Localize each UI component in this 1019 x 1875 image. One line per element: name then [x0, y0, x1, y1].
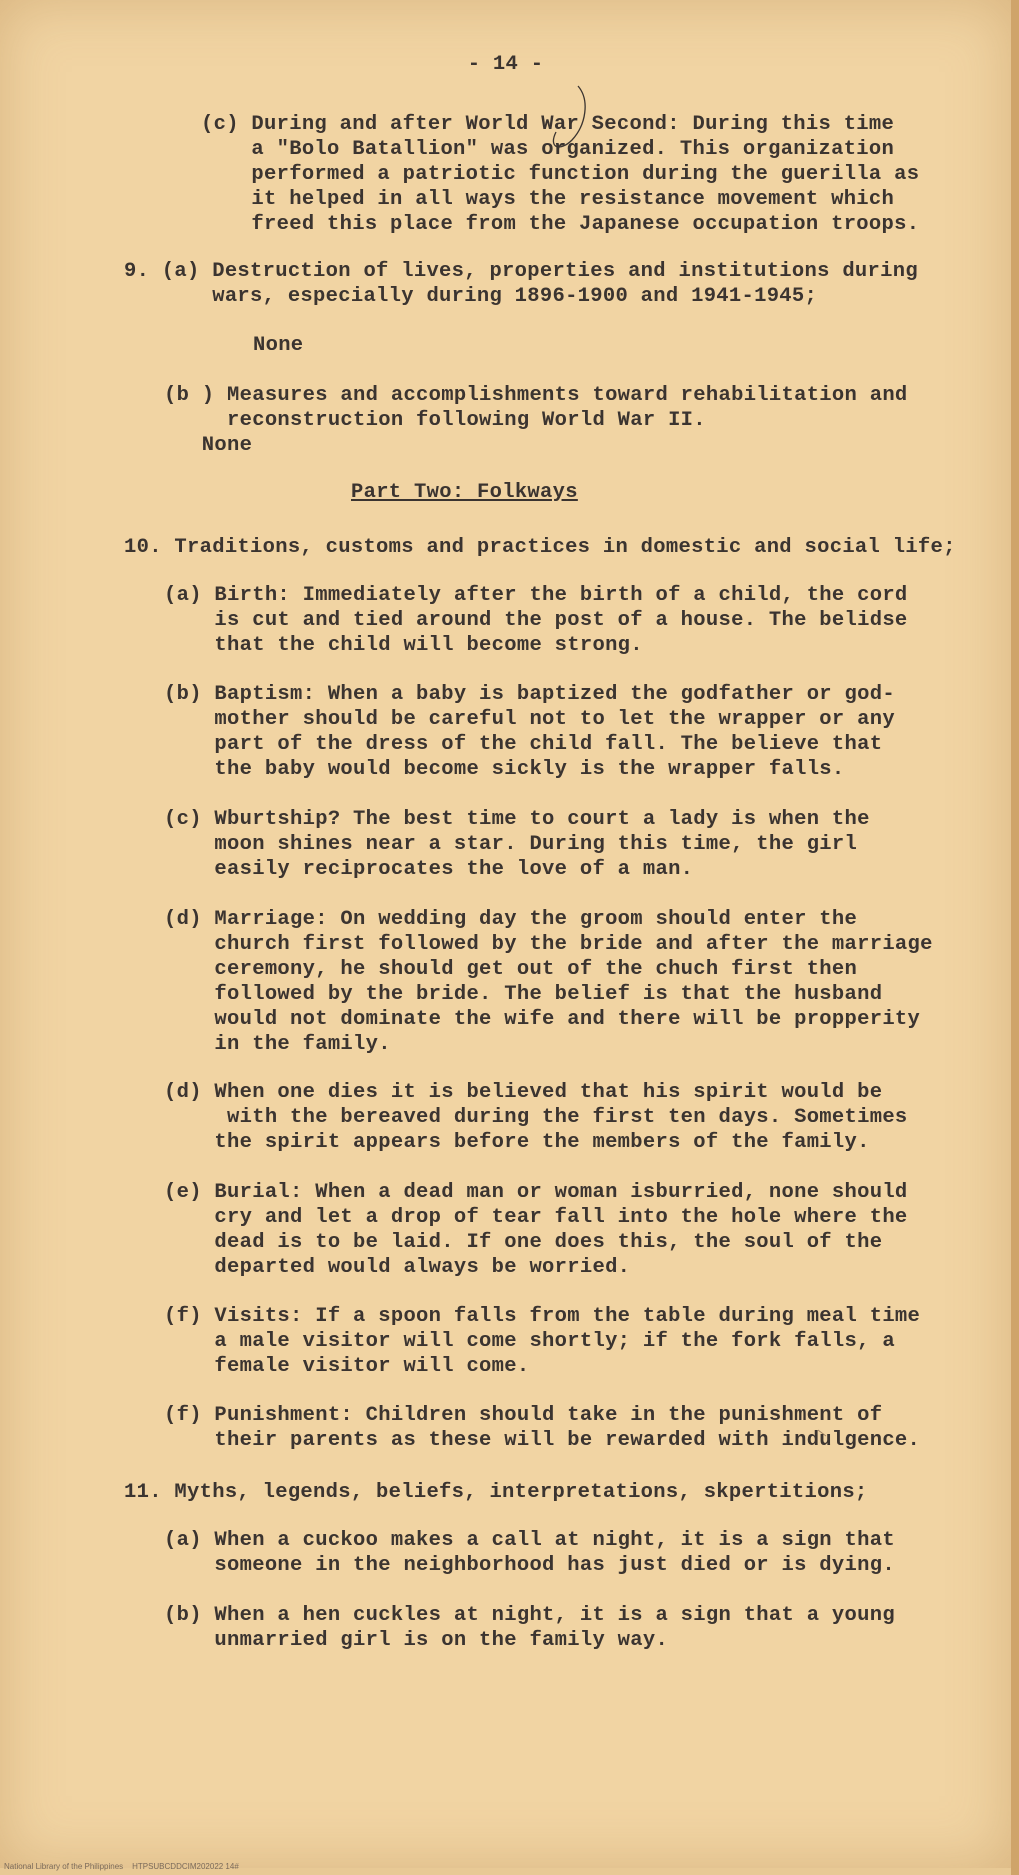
item-10f-punishment: (f) Punishment: Children should take in the punishment of their parents as these will be rewarded with indulgence.	[164, 1404, 921, 1452]
item-11a-cuckoo: (a) When a cuckoo makes a call at night, it is a sign that someone in the neighborhood has just died or is dying.	[164, 1529, 895, 1577]
item-10c-courtship: (c) Wburtship? The best time to court a lady is when the moon shines near a star. During this time, the girl easily reciprocates the love of a man.	[164, 808, 870, 881]
paper-edge	[1011, 0, 1019, 1875]
item-10d-death: (d) When one dies it is believed that his spirit would be with the bereaved during the first ten days. Sometimes the spirit appears before the members of the family.	[164, 1081, 908, 1154]
item-10-traditions: 10. Traditions, customs and practices in domestic and social life;	[124, 536, 956, 559]
item-11-myths: 11. Myths, legends, beliefs, interpretations, skpertitions;	[124, 1481, 868, 1504]
part-two-heading: Part Two: Folkways	[351, 481, 578, 504]
item-10e-burial: (e) Burial: When a dead man or woman isburried, none should cry and let a drop of tear fall into the hole where the dead is to be laid. If one does this, the soul of the departed would always be worried.	[164, 1181, 908, 1279]
item-11b-hen: (b) When a hen cuckles at night, it is a sign that a young unmarried girl is on the family way.	[164, 1604, 895, 1652]
item-10a-birth: (a) Birth: Immediately after the birth of a child, the cord is cut and tied around the post of a house. The belidse that the child will become strong.	[164, 584, 908, 657]
archive-footer: National Library of the Philippines HTPSUBCDDCIM202022 14#	[4, 1862, 239, 1871]
item-10d-marriage: (d) Marriage: On wedding day the groom should enter the church first followed by the bride and after the marriage ceremony, he should get out of the chuch first then followed by the bride. The belief is that the husband would not dominate the wife and there will be propperity in the family.	[164, 908, 933, 1056]
item-9b-measures: (b ) Measures and accomplishments toward rehabilitation and reconstruction following World War II. None	[164, 384, 908, 457]
none-text-1: None	[253, 334, 304, 357]
page-number: - 14 -	[467, 53, 544, 76]
item-c-world-war: (c) During and after World War Second: During this time a "Bolo Batallion" was organized. This organization performed a patriotic function during the guerilla as it helped in all ways the resistance movement which freed this place from the Japanese occupation troops.	[201, 113, 920, 236]
item-9a-destruction: 9. (a) Destruction of lives, properties and institutions during wars, especially during 1896-1900 and 1941-1945;	[124, 260, 918, 308]
item-10f-visits: (f) Visits: If a spoon falls from the table during meal time a male visitor will come shortly; if the fork falls, a female visitor will come.	[164, 1305, 921, 1378]
item-10b-baptism: (b) Baptism: When a baby is baptized the godfather or god- mother should be careful not to let the wrapper or any part of the dress of the child fall. The believe that the baby would become sickly is the wrapper falls.	[164, 683, 895, 781]
